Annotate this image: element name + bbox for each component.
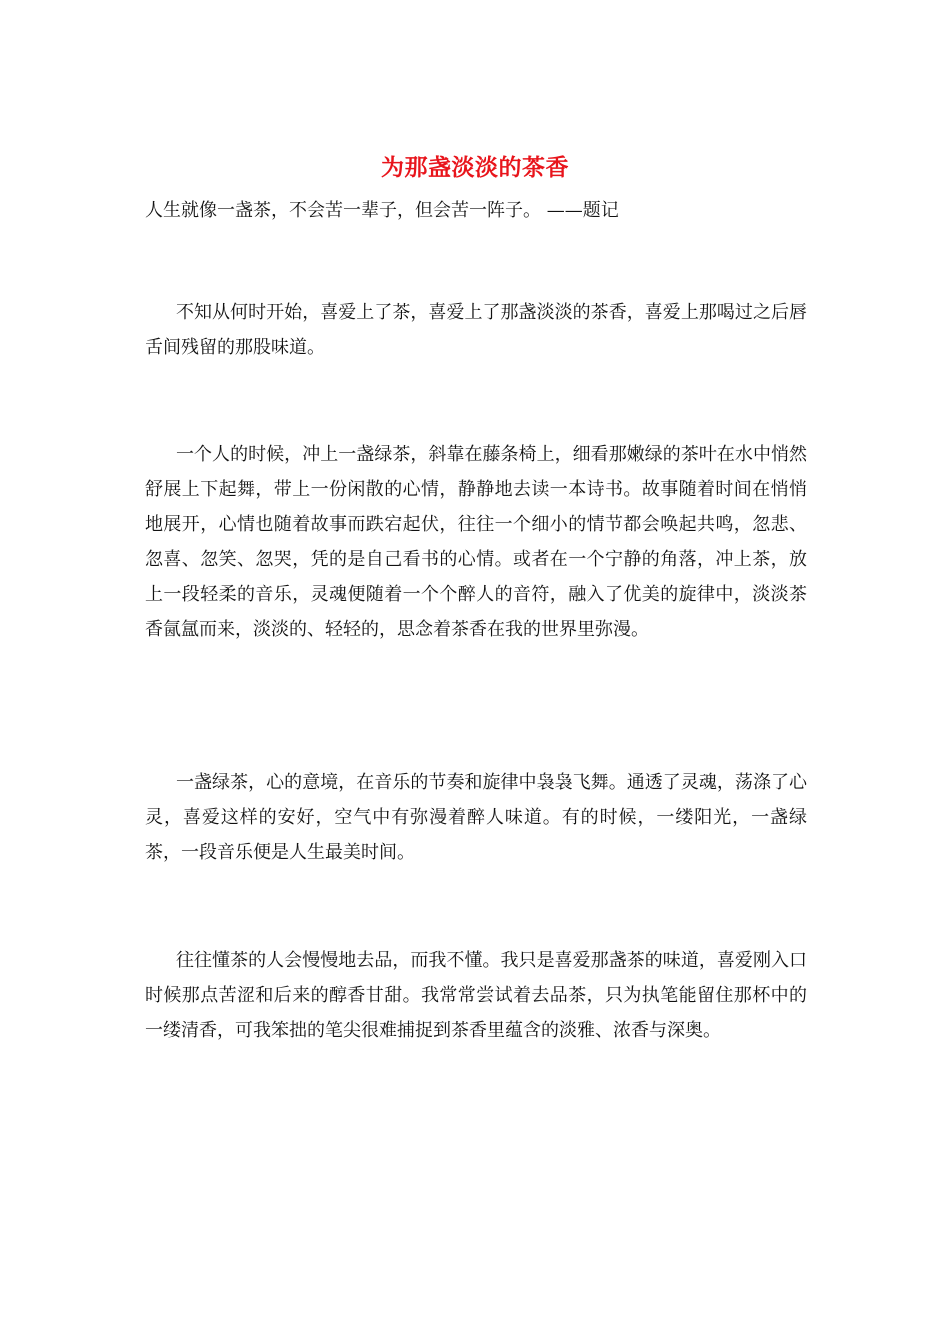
paragraph-2: 一个人的时候，冲上一盏绿茶，斜靠在藤条椅上，细看那嫩绿的茶叶在水中悄然舒展上下起舞，带上一份闲散的心情，静静地去读一本诗书。故事随着时间在悄悄地展开，心情也随着故事而跌宕起伏，往往一个细小的情节都会唤起共鸣，忽悲、忽喜、忽笑、忽哭，凭的是自己看书的心情。或者在一个宁静的角落，冲上茶，放上一段轻柔的音乐，灵魂便随着一个个醉人的音符，融入了优美的旋律中，淡淡茶香氤氲而来，淡淡的、轻轻的，思念着茶香在我的世界里弥漫。 (145, 444, 807, 640)
paragraph-3: 一盏绿茶，心的意境，在音乐的节奏和旋律中袅袅飞舞。通透了灵魂，荡涤了心灵，喜爱这样的安好，空气中有弥漫着醉人味道。有的时候，一缕阳光，一盏绿茶，一段音乐便是人生最美时间。 (145, 772, 807, 863)
paragraph-1: 不知从何时开始，喜爱上了茶，喜爱上了那盏淡淡的茶香，喜爱上那喝过之后唇舌间残留的那股味道。 (145, 302, 807, 358)
paragraph-4: 往往懂茶的人会慢慢地去品，而我不懂。我只是喜爱那盏茶的味道，喜爱刚入口时候那点苦涩和后来的醇香甘甜。我常常尝试着去品茶，只为执笔能留住那杯中的一缕清香，可我笨拙的笔尖很难捕捉到茶香里蕴含的淡雅、浓香与深奥。 (145, 950, 807, 1041)
document-title: 为那盏淡淡的茶香 (381, 154, 569, 181)
epigraph: 人生就像一盏茶，不会苦一辈子，但会苦一阵子。 ——题记 (145, 200, 619, 221)
